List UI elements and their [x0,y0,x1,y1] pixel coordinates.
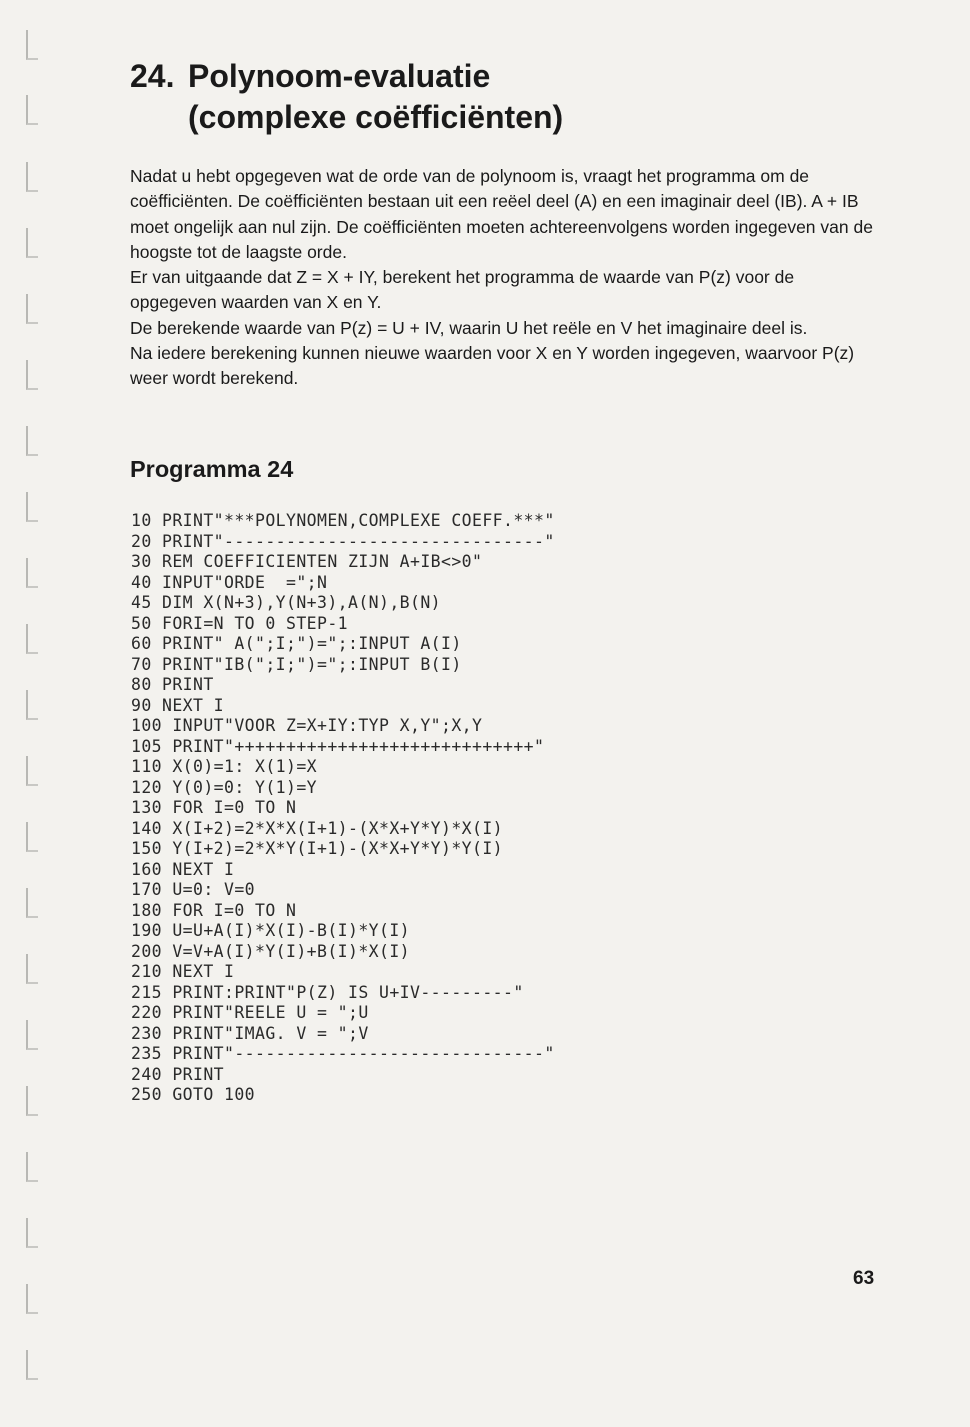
code-line: 160 NEXT I [131,859,235,879]
chapter-number: 24. [130,58,175,94]
code-line: 130 FOR I=0 TO N [131,798,297,817]
code-line: 40 INPUT"ORDE =";N [131,572,328,592]
code-line: 10 PRINT"***POLYNOMEN,COMPLEXE COEFF.***" [131,511,555,530]
program-listing [131,511,555,1106]
code-line: 80 PRINT [131,675,214,694]
code-line: 240 PRINT [131,1064,225,1084]
code-line: 200 V=V+A(I)*Y(I)+B(I)*X(I) [131,941,411,961]
code-line: 30 REM COEFFICIENTEN ZIJN A+IB<>0" [131,552,483,571]
code-line: 90 NEXT I [131,695,225,715]
code-line: 220 PRINT"REELE U = ";U [131,1003,369,1022]
chapter-title-line1: Polynoom-evaluatie [188,58,491,94]
code-line: 215 PRINT:PRINT"P(Z) IS U+IV---------" [131,982,524,1002]
code-line: 170 U=0: V=0 [131,880,256,899]
intro-text [130,164,875,392]
intro-paragraph-3: De berekende waarde van P(z) = U + IV, waarin U het reële en V het imaginaire deel is. [130,317,808,338]
intro-paragraph-2: Er van uitgaande dat Z = X + IY, berekent het programma de waarde van P(z) voor de opgegeven waarden van X en Y. [130,267,795,313]
intro-paragraph-1: Nadat u hebt opgegeven wat de orde van de polynoom is, vraagt het programma om de coëfficiënten. De coëfficiënten bestaan uit een reëel deel (A) en een imaginair deel (IB). A + IB moet ongelijk aan nul zijn. De coëfficiënten moeten achtereenvolgens worden ingegeven van de hoogste tot de laagste orde. [130,166,873,262]
code-line: 140 X(I+2)=2*X*X(I+1)-(X*X+Y*Y)*X(I) [131,818,504,838]
code-line: 235 PRINT"------------------------------" [131,1044,555,1063]
code-line: 230 PRINT"IMAG. V = ";V [131,1023,369,1043]
code-line: 210 NEXT I [131,962,235,981]
chapter-title [130,56,890,138]
code-line: 190 U=U+A(I)*X(I)-B(I)*Y(I) [131,921,411,940]
code-line: 120 Y(0)=0: Y(1)=Y [131,777,318,797]
page-number: 63 [853,1268,875,1289]
code-line: 60 PRINT" A(";I;")=";:INPUT A(I) [131,634,462,653]
code-line: 20 PRINT"-------------------------------" [131,531,555,551]
code-line: 180 FOR I=0 TO N [131,900,297,920]
code-line: 100 INPUT"VOOR Z=X+IY:TYP X,Y";X,Y [131,716,483,735]
code-line: 105 PRINT"+++++++++++++++++++++++++++++" [131,736,545,756]
code-line: 45 DIM X(N+3),Y(N+3),A(N),B(N) [131,593,442,612]
chapter-title-line2: (complexe coëfficiënten) [188,99,564,135]
intro-paragraph-4: Na iedere berekening kunnen nieuwe waarden voor X en Y worden ingegeven, waarvoor P(z) weer wordt berekend. [130,343,855,389]
code-line: 110 X(0)=1: X(1)=X [131,757,318,776]
code-line: 250 GOTO 100 [131,1085,256,1104]
binder-ring-marks [26,30,42,1410]
code-line: 50 FORI=N TO 0 STEP-1 [131,613,349,633]
code-line: 150 Y(I+2)=2*X*Y(I+1)-(X*X+Y*Y)*Y(I) [131,839,504,858]
program-heading: Programma 24 [130,456,294,482]
code-line: 70 PRINT"IB(";I;")=";:INPUT B(I) [131,654,462,674]
